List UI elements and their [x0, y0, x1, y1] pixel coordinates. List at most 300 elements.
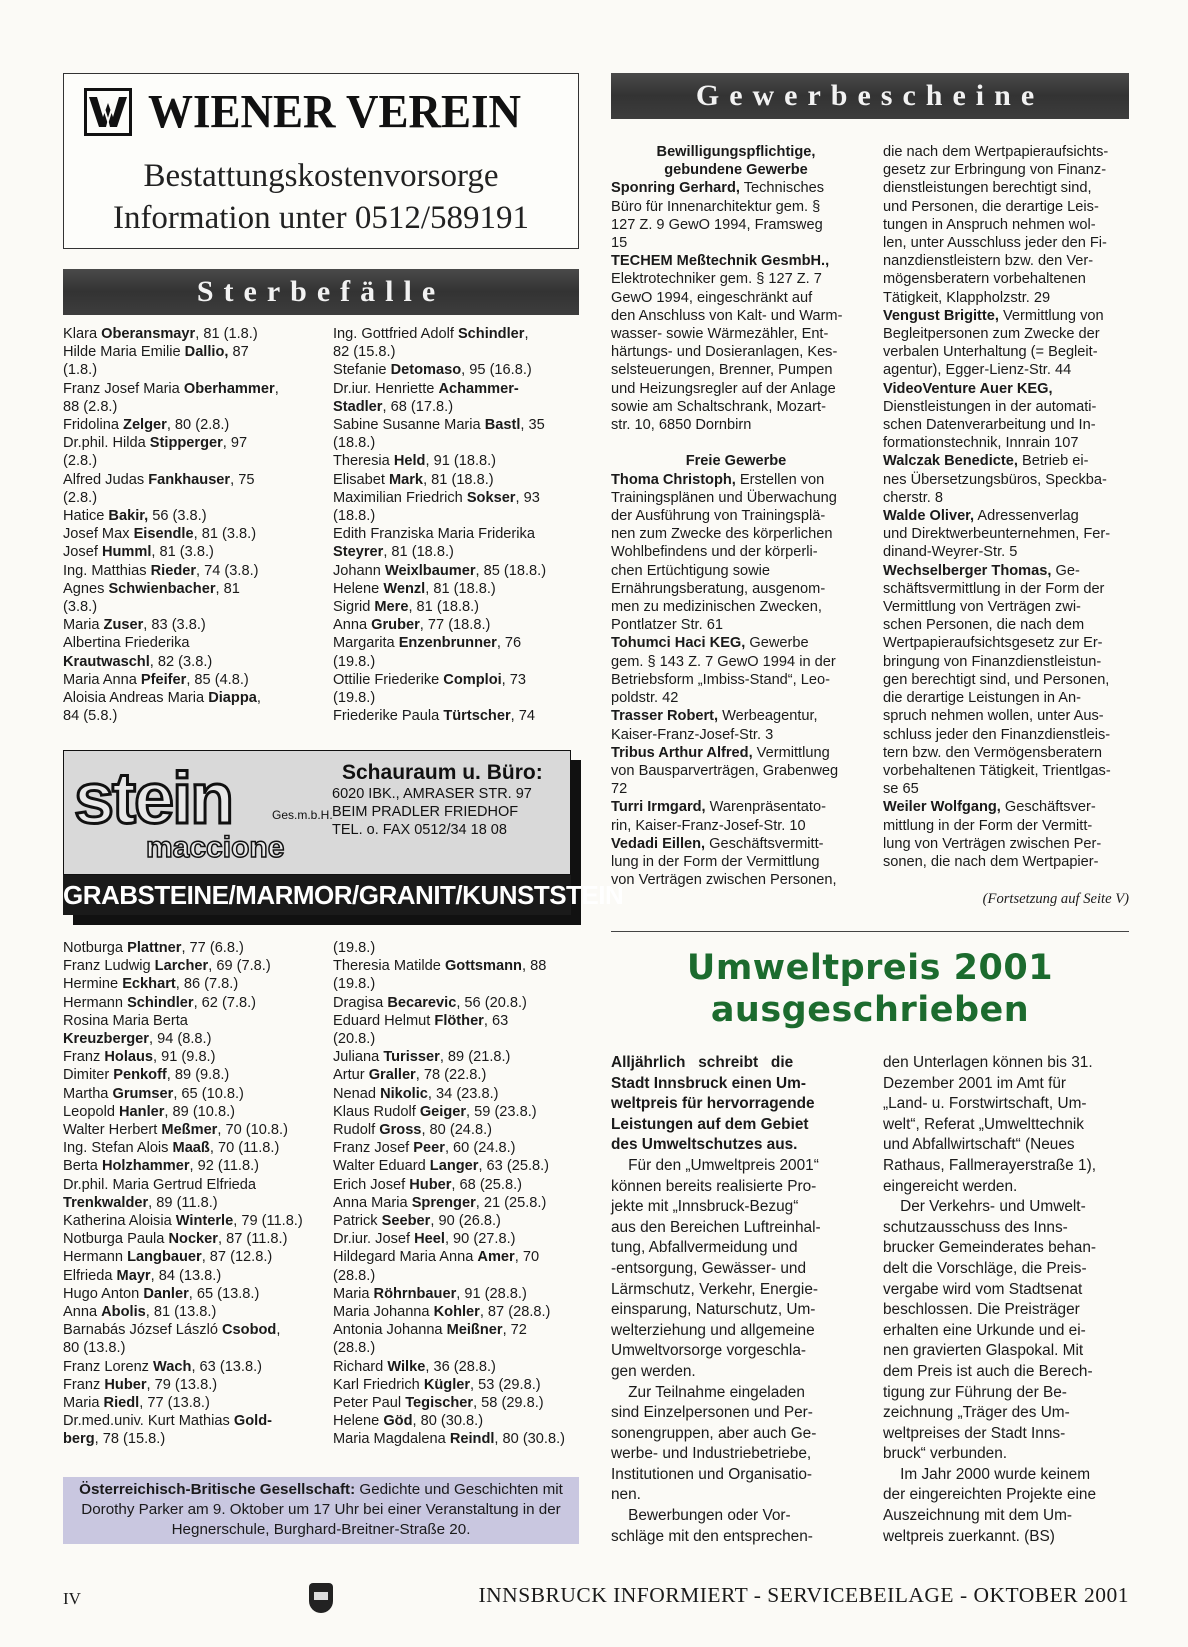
license-line — [611, 161, 861, 179]
obituary-line-text-pre: Notburga Paula — [63, 1231, 169, 1248]
license-line-text-pre: schen Datenverarbeitung und In- — [883, 417, 1096, 434]
obituary-line-name-bold: Bastl — [484, 417, 521, 434]
obituary-line-text-post: , 91 (18.8.) — [425, 453, 497, 470]
obituary-line-text-pre: Maria Johanna — [333, 1304, 434, 1321]
obituary-line-text-pre: 84 (5.8.) — [63, 708, 118, 725]
article-line: vergabe wird vom Stadtsenat — [883, 1280, 1083, 1298]
obituary-line — [333, 1176, 583, 1194]
article-text: aus den Bereichen Luftreinhal- — [611, 1218, 821, 1236]
license-line — [883, 143, 1133, 161]
license-line-text-pre: rin, Kaiser-Franz-Josef-Str. 10 — [611, 817, 806, 834]
notice-title: Österreichisch-Britische Gesellschaft: — [79, 1481, 356, 1498]
article-text: sind Einzelpersonen und Per- — [611, 1404, 813, 1422]
license-line-text-pre: härtungs- und Dosieranlagen, Kes- — [611, 344, 838, 361]
license-line-text-pre: bringung von Finanzdienstleistun- — [883, 653, 1102, 670]
license-line-name-bold: Tribus Arthur Alfred, — [611, 744, 753, 761]
obituary-line — [63, 707, 323, 725]
license-line-text-pre: Betriebsform „Imbiss-Stand“, Leo- — [611, 671, 830, 688]
article-line — [611, 1280, 861, 1301]
obituary-line — [63, 507, 323, 525]
article-line — [611, 1444, 861, 1465]
license-line — [883, 398, 1133, 416]
license-line — [611, 726, 861, 744]
license-line-text-pre: schäftsvermittlung in der Form der — [883, 580, 1105, 597]
license-line — [611, 452, 861, 470]
obituary-line-text-pre: Rudolf — [333, 1122, 380, 1139]
obituary-line-text-post: , 81 (3.8.) — [151, 544, 214, 561]
obituary-line-text-pre: (18.8.) — [333, 435, 376, 452]
license-line-name-bold: Turri Irmgard, — [611, 799, 706, 816]
obituary-line-name-bold: Sokser — [466, 489, 516, 506]
article-lead: Leistungen auf dem Gebiet — [611, 1115, 809, 1133]
obituary-line-name-bold: Stadler — [333, 398, 383, 415]
license-line — [883, 689, 1133, 707]
obituary-line — [333, 975, 583, 993]
obituary-line-text-pre: (19.8.) — [333, 690, 376, 707]
license-line-text-pre: Büro für Innenarchitektur gem. § — [611, 198, 821, 215]
license-line — [611, 198, 861, 216]
license-line — [611, 489, 861, 507]
obituary-line — [63, 325, 323, 343]
obituary-line — [333, 1376, 583, 1394]
article-line — [611, 1156, 861, 1177]
article-line: nen gravierten Glaspokal. Mit — [883, 1342, 1084, 1360]
obituary-line — [63, 416, 323, 434]
obituary-line-text-pre: Peter Paul — [333, 1395, 406, 1412]
obituary-line — [63, 1376, 328, 1394]
obituary-line-text-post: , 77 (6.8.) — [181, 940, 244, 956]
obituary-line-text-post: 56 (3.8.) — [148, 508, 207, 525]
obituary-line-text-post: , 58 (29.8.) — [473, 1395, 544, 1412]
obituary-line — [333, 361, 583, 379]
obituary-line-text-post: , 78 (22.8.) — [415, 1067, 487, 1084]
license-line-text-pre: Ernährungsberatung, ausgenom- — [611, 580, 826, 597]
obituary-line-text-post: , 91 (28.8.) — [456, 1285, 527, 1302]
license-line-text-post: Gewerbe — [745, 635, 809, 652]
license-line — [883, 507, 1133, 525]
obituary-line-text-pre: Hermann — [63, 1249, 128, 1266]
obituary-line-text-post: , 35 — [520, 417, 545, 434]
license-line-name-bold: Weiler Wolfgang, — [883, 799, 1001, 816]
stein-phone: TEL. o. FAX 0512/34 18 08 — [332, 822, 507, 838]
obituary-line-text-post: , 87 (28.8.) — [479, 1304, 551, 1321]
obituary-line-name-bold: Sprenger — [411, 1194, 476, 1211]
obituary-line-text-post: , 80 (2.8.) — [166, 417, 230, 434]
license-line — [883, 325, 1133, 343]
obituary-line-text-post: , 89 (9.8.) — [166, 1067, 230, 1084]
obituary-line-text-pre: Margarita — [333, 635, 399, 652]
article-line: der eingereichten Projekte eine — [883, 1486, 1097, 1504]
license-line — [611, 616, 861, 634]
license-line — [611, 598, 861, 616]
article-line — [611, 1506, 861, 1527]
obituary-line-text-pre: Josef Max — [63, 526, 134, 543]
gewerbescheine-heading: Gewerbescheine — [611, 73, 1129, 119]
obituary-line-name-bold: Gold- — [233, 1413, 272, 1430]
obituary-line-name-bold: Turisser — [383, 1049, 440, 1066]
stein-contact-info — [332, 761, 568, 839]
license-line-text-pre: 15 — [611, 235, 628, 252]
obituary-line-text-pre: Dr.phil. Maria Gertrud Elfrieda — [63, 1176, 257, 1193]
obituary-line-text-post: , 70 (11.8.) — [209, 1140, 280, 1157]
license-line-text-post: Geschäftsvermitt- — [705, 835, 824, 852]
license-line-text-pre: gem. § 143 Z. 7 GewO 1994 in der — [611, 653, 836, 670]
obituary-line-name-bold: Larcher — [154, 958, 209, 975]
license-line-text-pre: lung in der Form der Vermittlung — [611, 853, 820, 870]
obituary-line-name-bold: Wilke — [387, 1358, 426, 1375]
sterbefaelle-heading: Sterbefälle — [63, 269, 579, 315]
obituary-line — [333, 1248, 583, 1266]
obituary-line-text-post: , 95 (16.8.) — [461, 362, 532, 379]
obituary-line-text-post: , 34 (23.8.) — [427, 1085, 499, 1102]
obituary-line-text-post: , — [276, 1322, 281, 1339]
stein-logo-maccione: maccione — [146, 831, 285, 864]
obituary-line-text-post: , 90 (27.8.) — [444, 1231, 516, 1248]
obituary-line-text-pre: Walter Herbert — [63, 1122, 162, 1139]
article-line — [611, 1341, 861, 1362]
article-line: delt die Vorschläge, die Preis- — [883, 1259, 1087, 1277]
license-line-text-pre: Elektrotechniker gem. § 127 Z. 7 — [611, 271, 822, 288]
license-line — [883, 543, 1133, 561]
obituary-line — [63, 452, 323, 470]
obituary-line-text-post: , 53 (29.8.) — [470, 1376, 541, 1393]
obituary-line — [63, 598, 323, 616]
license-line — [611, 817, 861, 835]
article-line — [611, 1321, 861, 1342]
license-line-text-pre: chen Ertüchtigung sowie — [611, 562, 771, 579]
license-line — [883, 216, 1133, 234]
obituary-line-name-bold: Schindler — [457, 326, 525, 342]
obituary-line-text-post: , 79 (13.8.) — [146, 1376, 218, 1393]
obituary-line-text-post: , 81 (13.8.) — [145, 1304, 217, 1321]
article-line — [611, 1135, 861, 1156]
license-line-text-pre: gen berechtigt sind, und Personen, — [883, 671, 1110, 688]
article-text: sonengruppen, aber auch Ge- — [611, 1424, 817, 1442]
obituary-line-text-pre: (19.8.) — [333, 976, 376, 993]
obituary-line — [333, 434, 583, 452]
article-lead: Alljährlich schreibt die — [611, 1054, 794, 1071]
obituary-line-text-post: , — [524, 326, 529, 342]
license-line — [883, 744, 1133, 762]
obituary-line-text-pre: 88 (2.8.) — [63, 398, 118, 415]
obituary-line-text-pre: Franz Josef Maria — [63, 380, 184, 397]
obituary-line-name-bold: Maaß — [172, 1140, 210, 1157]
obituary-line-name-bold: Schindler — [127, 994, 194, 1011]
license-line-text-pre: Wertpapieraufsichtsgesetz zur Er- — [883, 635, 1103, 652]
license-line — [883, 252, 1133, 270]
license-line-text-pre: verbalen Unterhaltung (= Begleit- — [883, 344, 1098, 361]
license-line-text-pre: von Bausparverträgen, Grabenweg — [611, 762, 839, 779]
obituary-line — [63, 1066, 328, 1084]
obituary-line — [63, 1303, 328, 1321]
license-line-text-pre: Trainingsplänen und Überwachung — [611, 489, 837, 506]
license-line-text-pre: dinand-Weyrer-Str. 5 — [883, 544, 1018, 561]
license-line-name-bold: VideoVenture Auer KEG, — [883, 380, 1053, 397]
license-line — [611, 634, 861, 652]
license-line — [611, 653, 861, 671]
obituary-line-text-pre: 80 (13.8.) — [63, 1340, 126, 1357]
obituary-line-text-pre: Klara — [63, 326, 102, 342]
article-line — [611, 1053, 861, 1074]
license-line — [611, 343, 861, 361]
obituary-line-text-post: , 85 (4.8.) — [186, 671, 249, 688]
article-line: weltpreises der Stadt Inns- — [883, 1424, 1066, 1442]
obituary-line — [63, 343, 323, 361]
license-line — [883, 179, 1133, 197]
license-line — [611, 762, 861, 780]
obituary-line — [63, 1030, 328, 1048]
obituary-line-name-bold: Becarevic — [387, 994, 457, 1011]
obituary-line — [63, 939, 328, 957]
obituary-line-name-bold: Wenzl — [383, 580, 426, 597]
license-line — [611, 416, 861, 434]
obituary-line-text-pre: Walter Eduard — [333, 1158, 430, 1175]
obituary-line-text-pre: Dr.med.univ. Kurt Mathias — [63, 1413, 234, 1430]
obituary-line-name-bold: Achammer- — [438, 380, 519, 397]
obituary-line-text-pre: (28.8.) — [333, 1267, 376, 1284]
license-line-text-pre: von Verträgen zwischen Personen, — [611, 872, 837, 889]
license-line — [611, 143, 861, 161]
article-text: Lärmschutz, Verkehr, Energie- — [611, 1280, 819, 1298]
obituary-line-text-pre: Erich Josef — [333, 1176, 410, 1193]
license-line-text-pre: und Heizungsregler auf der Anlage — [611, 380, 836, 397]
sterbefaelle-column-3 — [63, 939, 328, 1449]
license-line — [611, 798, 861, 816]
obituary-line-text-pre: Helene — [333, 1413, 384, 1430]
license-line — [883, 198, 1133, 216]
obituary-line — [63, 634, 323, 652]
license-line — [883, 634, 1133, 652]
obituary-line-name-bold: Oberhammer — [183, 380, 275, 397]
obituary-line-name-bold: Röhrnbauer — [373, 1285, 457, 1302]
license-line-text-pre: spruch nehmen wollen, unter Aus- — [883, 708, 1104, 725]
obituary-line — [63, 1430, 328, 1448]
license-line-name-bold: Tohumci Haci KEG, — [611, 635, 746, 652]
obituary-line-text-pre: Dr.iur. Henriette — [333, 380, 439, 397]
article-text: Bewerbungen oder Vor- — [611, 1507, 791, 1525]
license-line-name-bold: Walde Oliver, — [883, 508, 975, 525]
obituary-line-name-bold: Peer — [413, 1140, 445, 1157]
article-lead: weltpreis für hervorragende — [611, 1095, 815, 1113]
obituary-line-text-pre: Notburga — [63, 940, 128, 956]
obituary-line-text-pre: Maria Magdalena — [333, 1431, 450, 1448]
obituary-line-name-bold: Langer — [429, 1158, 479, 1175]
publication-footer: INNSBRUCK INFORMIERT - SERVICEBEILAGE - OKTOBER 2001 — [478, 1583, 1129, 1607]
obituary-line-text-post: , 81 (3.8.) — [193, 526, 257, 543]
obituary-line — [333, 671, 583, 689]
obituary-line-text-post: , 89 (11.8.) — [148, 1194, 218, 1211]
license-line-name-bold: Wechselberger Thomas, — [883, 562, 1052, 579]
license-line-name-bold: Vedadi Eillen, — [611, 835, 706, 852]
obituary-line — [63, 1012, 328, 1030]
obituary-line-name-bold: Gross — [379, 1122, 422, 1139]
obituary-line-text-post: , 62 (7.8.) — [193, 994, 257, 1011]
obituary-line-name-bold: Held — [393, 453, 426, 470]
license-line-text-post: Werbeagentur, — [718, 708, 818, 725]
license-line-text-pre: die nach dem Wertpapieraufsichts- — [883, 144, 1109, 160]
obituary-line-text-pre: (2.8.) — [63, 489, 98, 506]
license-line — [611, 853, 861, 871]
article-line: weltpreis zuerkannt. (BS) — [883, 1527, 1055, 1545]
obituary-line — [333, 398, 583, 416]
license-line-text-pre: sowie am Schaltschrank, Mozart- — [611, 398, 826, 415]
obituary-line — [333, 1066, 583, 1084]
license-line-text-pre: schluss jeder den Finanzdienstleis- — [883, 726, 1111, 743]
obituary-line-text-pre: Agnes — [63, 580, 109, 597]
obituary-line — [333, 1339, 583, 1357]
obituary-line-text-pre: Dr.phil. Hilda — [63, 435, 150, 452]
obituary-line-name-bold: Seeber — [381, 1213, 431, 1230]
obituary-line-name-bold: Rieder — [150, 562, 197, 579]
obituary-line-name-bold: Krautwaschl — [63, 653, 150, 670]
obituary-line-text-pre: Nenad — [333, 1085, 381, 1102]
obituary-line — [333, 1012, 583, 1030]
obituary-line-text-pre: Ottilie Friederike — [333, 671, 444, 688]
license-line-text-pre: Kaiser-Franz-Josef-Str. 3 — [611, 726, 774, 743]
obituary-line — [333, 957, 583, 975]
license-line — [883, 452, 1133, 470]
obituary-line-text-post: , 89 (10.8.) — [164, 1103, 235, 1120]
obituary-line-text-post: , 80 (24.8.) — [421, 1122, 493, 1139]
obituary-line-name-bold: berg — [63, 1431, 95, 1448]
obituary-line-text-pre: Ing. Stefan Alois — [63, 1140, 173, 1157]
obituary-line-name-bold: Geiger — [419, 1103, 467, 1120]
article-line: erhalten eine Urkunde und ei- — [883, 1321, 1086, 1339]
license-line-text-pre: poldstr. 42 — [611, 690, 679, 707]
obituary-line-text-post: , 79 (11.8.) — [233, 1213, 303, 1230]
license-line — [611, 179, 861, 197]
wiener-verein-brand: WIENER VEREIN — [148, 85, 522, 139]
license-line-text-pre: Begleitpersonen zum Zwecke der — [883, 326, 1100, 343]
obituary-line-text-post: , — [256, 690, 261, 707]
article-line: tigung zur Führung der Be- — [883, 1383, 1067, 1401]
license-line-text-pre: nes Übersetzungsbüros, Speckba- — [883, 471, 1107, 488]
obituary-line-text-pre: Hermann — [63, 994, 128, 1011]
license-line-text-pre: gesetz zur Erbringung von Finanz- — [883, 162, 1107, 179]
gesellschaft-notice — [63, 1477, 579, 1544]
obituary-line-name-bold: Huber — [104, 1376, 147, 1393]
article-line — [611, 1403, 861, 1424]
obituary-line-name-bold: Enzenbrunner — [398, 635, 497, 652]
article-line: Der Verkehrs- und Umwelt- — [883, 1198, 1086, 1216]
obituary-line — [333, 994, 583, 1012]
obituary-line-name-bold: Eckhart — [122, 976, 176, 993]
article-line — [611, 1074, 861, 1095]
wiener-verein-phone: Information unter 0512/589191 — [112, 200, 530, 236]
umweltpreis-headline-line-1: Umweltpreis 2001 — [686, 948, 1054, 988]
obituary-line-text-post: , 63 (13.8.) — [191, 1358, 263, 1375]
license-line — [883, 853, 1133, 871]
obituary-line-text-pre: Anna — [333, 617, 372, 634]
license-line — [611, 689, 861, 707]
article-line: den Unterlagen können bis 31. — [883, 1054, 1093, 1071]
license-line-text-post: Betrieb ei- — [1017, 453, 1089, 470]
obituary-line-name-bold: Holzhammer — [101, 1158, 190, 1175]
article-line: welt“, Referat „Umwelttechnik — [883, 1115, 1084, 1133]
license-line — [883, 380, 1133, 398]
obituary-line — [63, 1394, 328, 1412]
obituary-line-text-pre: Stefanie — [333, 362, 391, 379]
obituary-line-name-bold: Huber — [409, 1176, 452, 1193]
obituary-line — [333, 1103, 583, 1121]
umweltpreis-column-2 — [883, 1053, 1133, 1547]
license-line — [883, 598, 1133, 616]
article-line: Rathaus, Fallmerayerstraße 1), — [883, 1156, 1096, 1174]
obituary-line — [333, 1194, 583, 1212]
license-line — [883, 780, 1133, 798]
article-line — [611, 1424, 861, 1445]
obituary-line — [333, 543, 583, 561]
article-text: schläge mit den entsprechen- — [611, 1527, 813, 1545]
license-line — [611, 562, 861, 580]
article-line — [611, 1259, 861, 1280]
obituary-line-text-post: , 86 (7.8.) — [175, 976, 239, 993]
obituary-line-text-post: , 80 (30.8.) — [494, 1431, 565, 1448]
obituary-line-name-bold: Eisendle — [133, 526, 194, 543]
obituary-line-text-pre: Hugo Anton — [63, 1285, 144, 1302]
umweltpreis-headline-line-2: ausgeschrieben — [710, 990, 1030, 1030]
obituary-line-text-post: , 85 (18.8.) — [475, 562, 547, 579]
obituary-line-name-bold: Mere — [374, 599, 409, 616]
obituary-line-text-pre: Hermine — [63, 976, 123, 993]
obituary-line — [63, 434, 323, 452]
obituary-line — [63, 1285, 328, 1303]
license-line — [883, 525, 1133, 543]
license-line — [883, 671, 1133, 689]
license-line-text-post: Vermittlung von — [998, 307, 1104, 324]
license-line-text-post: Vermittlung — [752, 744, 830, 761]
license-line — [611, 361, 861, 379]
article-text: Für den „Umweltpreis 2001“ — [611, 1156, 819, 1174]
obituary-line-text-post: , 97 — [222, 435, 248, 452]
article-line — [611, 1527, 861, 1548]
license-line-text-pre: und Direktwerbeunternehmen, Fer- — [883, 526, 1111, 543]
license-line — [611, 543, 861, 561]
page-number: IV — [63, 1589, 81, 1608]
obituary-line-text-pre: Antonia Johanna — [333, 1322, 447, 1339]
obituary-line-name-bold: Abolis — [101, 1304, 146, 1321]
gewerbescheine-column-2 — [883, 143, 1133, 871]
innsbruck-crest-icon — [309, 1583, 333, 1613]
license-line-text-pre: Pontlatzer Str. 61 — [611, 617, 723, 634]
obituary-line-text-pre: Friederike Paula — [333, 708, 444, 725]
license-line — [611, 307, 861, 325]
license-line-text-pre: tern bzw. den Vermögensberatern — [883, 744, 1103, 761]
obituary-line-text-post: , 63 (25.8.) — [478, 1158, 550, 1175]
obituary-line-text-post: , 81 (18.8.) — [425, 580, 496, 597]
obituary-line-name-bold: Holaus — [104, 1049, 154, 1066]
license-line-text-pre: nen zum Zwecke des körperlichen — [611, 526, 833, 543]
obituary-line — [333, 1030, 583, 1048]
obituary-line-text-pre: 82 (15.8.) — [333, 344, 396, 361]
license-line — [611, 871, 861, 889]
obituary-line — [333, 1085, 583, 1103]
obituary-line-text-post: , 72 — [502, 1322, 527, 1339]
license-line — [611, 252, 861, 270]
obituary-line-text-post: , 36 (28.8.) — [425, 1358, 496, 1375]
article-text: werbe- und Industriebetriebe, — [611, 1445, 812, 1463]
obituary-line — [333, 1303, 583, 1321]
obituary-line-text-pre: Maximilian Friedrich — [333, 489, 467, 506]
article-line — [611, 1218, 861, 1239]
obituary-line-text-pre: Dimiter — [63, 1067, 114, 1084]
obituary-line — [333, 580, 583, 598]
obituary-line-text-pre: Richard — [333, 1358, 388, 1375]
license-line-text-pre: selsteuerungen, Brenner, Pumpen — [611, 362, 833, 379]
obituary-line-text-pre: Franz Josef — [333, 1140, 414, 1157]
obituary-line-text-post: , 75 — [230, 471, 255, 488]
obituary-line-name-bold: Tegischer — [405, 1395, 474, 1412]
